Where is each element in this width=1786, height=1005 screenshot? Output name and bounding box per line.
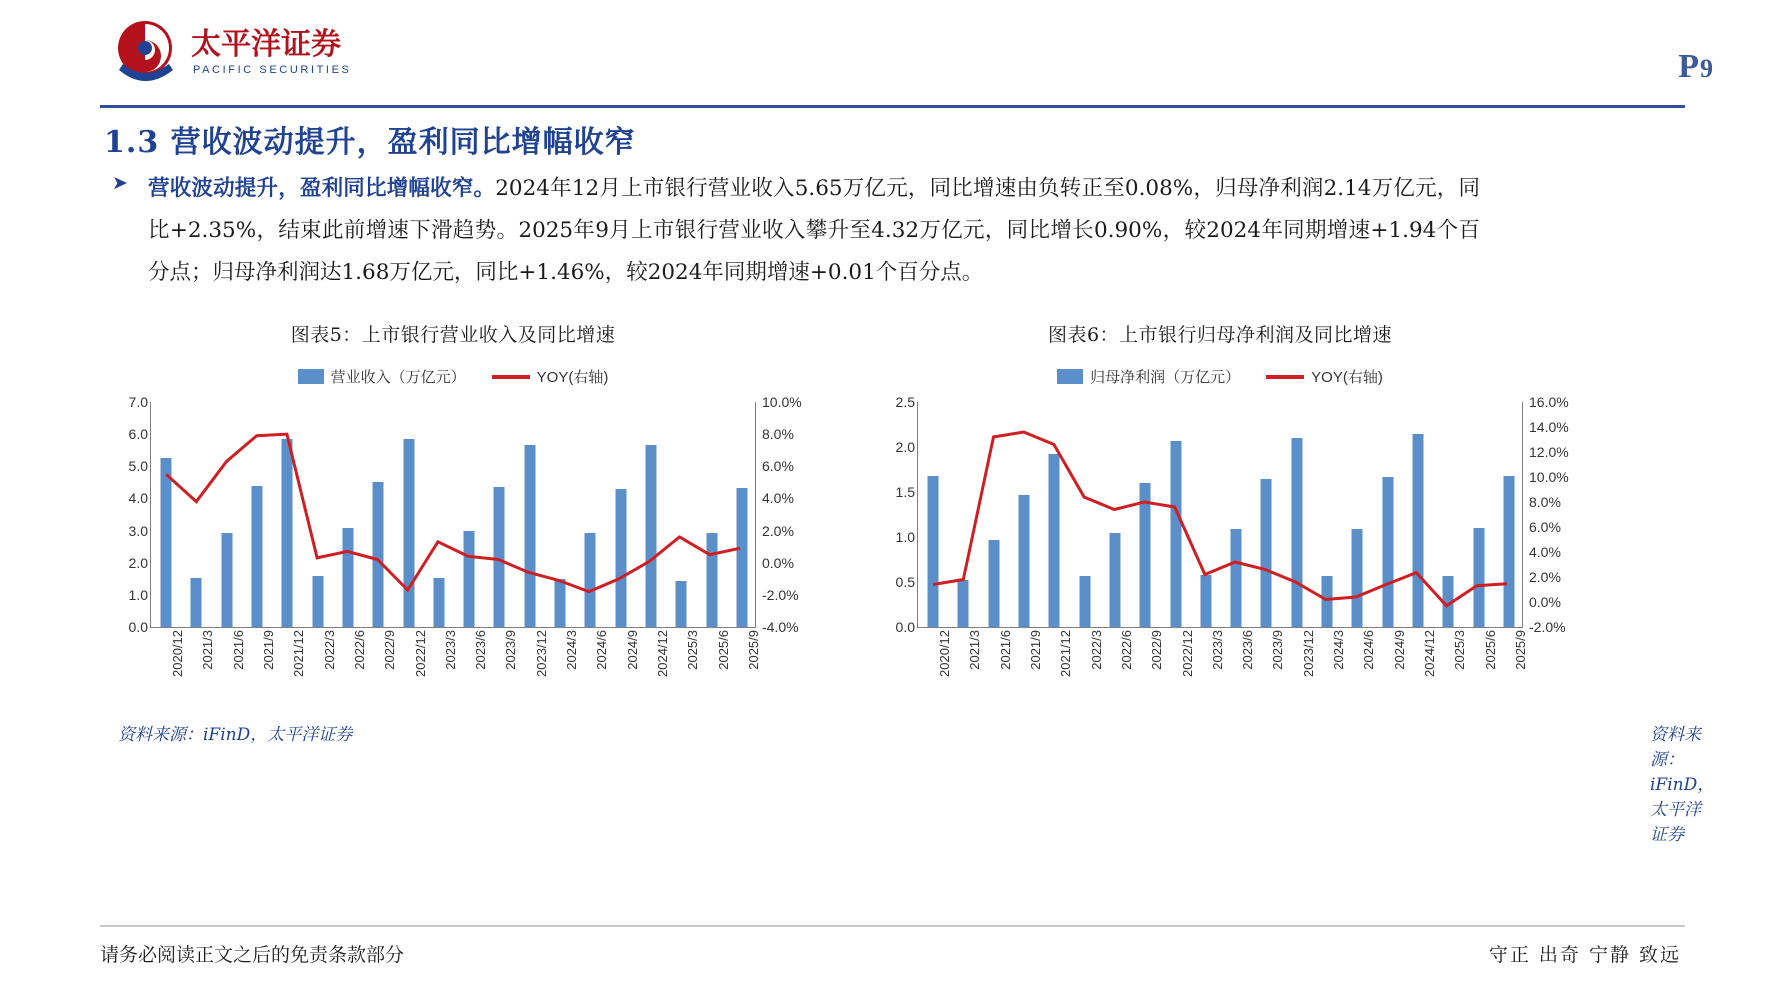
axis-tick-left: 0.5 xyxy=(895,574,915,590)
x-axis-label: 2022/6 xyxy=(351,630,367,670)
legend-bar-label: 营业收入（万亿元） xyxy=(330,369,466,386)
paragraph-highlight: 营收波动提升，盈利同比增幅收窄。 xyxy=(148,176,496,201)
axis-tick-right: 8.0% xyxy=(762,426,794,443)
x-axis-label: 2023/9 xyxy=(503,630,519,670)
footer-disclaimer: 请务必阅读正文之后的免责条款部分 xyxy=(100,944,405,966)
x-axis-label: 2022/12 xyxy=(412,630,428,677)
x-axis-label: 2023/9 xyxy=(1270,630,1286,670)
axis-tick-left: 7.0 xyxy=(128,394,148,410)
footer-slogan: 守正 出奇 宁静 致远 xyxy=(1488,944,1681,966)
x-axis-label: 2025/9 xyxy=(1512,630,1528,670)
pacific-securities-logo xyxy=(105,18,365,88)
x-axis-label: 2024/6 xyxy=(1361,630,1377,670)
axis-tick-left: 4.0 xyxy=(128,490,148,507)
chart-revenue-source: 资料来源：iFinD，太平洋证券 xyxy=(118,725,353,745)
chart-netprofit-source: 资料来源：iFinD，太平洋证券 xyxy=(1650,725,1715,845)
x-axis-label: 2025/9 xyxy=(745,630,761,670)
x-axis-label: 2025/6 xyxy=(1482,630,1498,670)
legend-bar-swatch xyxy=(298,369,324,384)
chart-revenue xyxy=(88,320,818,790)
axis-tick-right: 14.0% xyxy=(1529,419,1569,435)
axis-tick-right: 0.0% xyxy=(762,554,794,571)
chart-netprofit xyxy=(855,320,1715,845)
chevron-right-icon: ➤ xyxy=(112,173,128,194)
axis-tick-left: 2.5 xyxy=(895,394,915,410)
x-axis-label: 2023/6 xyxy=(473,630,489,670)
axis-tick-right: 4.0% xyxy=(762,490,794,507)
axis-tick-right: 12.0% xyxy=(1529,444,1569,460)
legend-line-label: YOY(右轴) xyxy=(536,369,609,386)
x-axis-label: 2021/3 xyxy=(967,630,983,670)
right-axis-ticks xyxy=(758,394,818,635)
left-axis-ticks xyxy=(88,394,148,635)
x-axis-labels xyxy=(150,630,761,730)
x-axis-label: 2023/12 xyxy=(1300,630,1316,677)
axis-tick-right: 10.0% xyxy=(762,394,802,410)
legend-item-bar xyxy=(298,366,466,387)
body-paragraph xyxy=(148,168,1480,294)
axis-tick-left: 1.5 xyxy=(895,484,915,500)
page-title: 1.3 营收波动提升，盈利同比增幅收窄 xyxy=(104,125,636,160)
x-axis-label: 2025/6 xyxy=(715,630,731,670)
axis-tick-left: 2.0 xyxy=(128,554,148,571)
x-axis-label: 2021/12 xyxy=(291,630,307,677)
x-axis-label: 2025/3 xyxy=(685,630,701,670)
chart-netprofit-plot xyxy=(855,394,1585,677)
axis-tick-left: 3.0 xyxy=(128,522,148,539)
legend-item-line xyxy=(492,366,609,387)
axis-tick-left: 6.0 xyxy=(128,426,148,443)
axis-tick-right: 6.0% xyxy=(1529,519,1561,535)
chart-netprofit-title: 图表6：上市银行归母净利润及同比增速 xyxy=(1047,324,1393,346)
x-axis-label: 2022/3 xyxy=(1088,630,1104,670)
axis-tick-left: 1.0 xyxy=(128,586,148,603)
footer-divider xyxy=(100,925,1685,927)
axis-tick-left: 5.0 xyxy=(128,458,148,475)
legend-bar-label: 归母净利润（万亿元） xyxy=(1090,369,1241,386)
axis-tick-right: 8.0% xyxy=(1529,494,1561,510)
axis-tick-right: -2.0% xyxy=(762,586,799,603)
axis-tick-right: 4.0% xyxy=(1529,544,1561,560)
x-axis-label: 2024/12 xyxy=(1421,630,1437,677)
x-axis-label: 2021/3 xyxy=(200,630,216,670)
axis-tick-right: 2.0% xyxy=(1529,569,1561,585)
axis-tick-right: 0.0% xyxy=(1529,594,1561,610)
x-axis-label: 2023/3 xyxy=(442,630,458,670)
x-axis-label: 2025/3 xyxy=(1452,630,1468,670)
paragraph-text: 2024年12月上市银行营业收入5.65万亿元，同比增速由负转正至0.08%，归母净利润2.14万亿元，同比+2.35%，结束此前增速下滑趋势。2025年9月上市银行营业收入攀升至4.32万亿元，同比增长0.90%，较2024年同期增速+1.94个百分点；归母净利润达1.68万亿元，同比+1.46%，较2024年同期增速+0.01个百分点。 xyxy=(148,176,1480,285)
header-divider xyxy=(100,105,1685,108)
svg-text:PACIFIC SECURITIES: PACIFIC SECURITIES xyxy=(193,64,352,76)
axis-tick-left: 0.0 xyxy=(895,619,915,635)
x-axis-label: 2022/12 xyxy=(1179,630,1195,677)
legend-bar-swatch xyxy=(1057,369,1083,384)
x-axis-label: 2022/6 xyxy=(1118,630,1134,670)
x-axis-label: 2024/3 xyxy=(1331,630,1347,670)
x-axis-label: 2020/12 xyxy=(937,630,953,677)
legend-line-label: YOY(右轴) xyxy=(1311,369,1383,386)
x-axis-labels xyxy=(917,630,1528,730)
right-axis-ticks xyxy=(1525,394,1585,635)
plot-frame xyxy=(150,402,756,628)
legend-line-swatch xyxy=(1266,375,1304,379)
x-axis-label: 2022/3 xyxy=(321,630,337,670)
axis-tick-left: 1.0 xyxy=(895,529,915,545)
x-axis-label: 2021/12 xyxy=(1058,630,1074,677)
x-axis-label: 2021/9 xyxy=(1028,630,1044,670)
x-axis-label: 2023/3 xyxy=(1209,630,1225,670)
line-series xyxy=(151,402,755,627)
x-axis-label: 2022/9 xyxy=(382,630,398,670)
page-number-value: 9 xyxy=(1700,54,1714,83)
x-axis-label: 2023/12 xyxy=(533,630,549,677)
x-axis-label: 2024/12 xyxy=(654,630,670,677)
x-axis-label: 2021/6 xyxy=(997,630,1013,670)
x-axis-label: 2021/6 xyxy=(230,630,246,670)
x-axis-label: 2021/9 xyxy=(261,630,277,670)
chart-netprofit-legend xyxy=(855,366,1585,387)
svg-text:太平洋证券: 太平洋证券 xyxy=(191,27,341,62)
chart-revenue-legend xyxy=(88,366,818,387)
axis-tick-left: 0.0 xyxy=(128,619,148,635)
x-axis-label: 2022/9 xyxy=(1149,630,1165,670)
x-axis-label: 2024/6 xyxy=(594,630,610,670)
chart-revenue-plot xyxy=(88,394,818,677)
axis-tick-right: -2.0% xyxy=(1529,619,1566,635)
legend-line-swatch xyxy=(492,375,530,379)
axis-tick-right: 10.0% xyxy=(1529,469,1569,485)
x-axis-label: 2024/9 xyxy=(624,630,640,670)
axis-tick-right: 6.0% xyxy=(762,458,794,475)
x-axis-label: 2024/9 xyxy=(1391,630,1407,670)
left-axis-ticks xyxy=(855,394,915,635)
legend-item-bar xyxy=(1057,366,1240,387)
line-series xyxy=(918,402,1522,627)
x-axis-label: 2024/3 xyxy=(564,630,580,670)
axis-tick-right: 2.0% xyxy=(762,522,794,539)
plot-frame xyxy=(917,402,1523,628)
chart-revenue-title: 图表5：上市银行营业收入及同比增速 xyxy=(290,324,616,346)
x-axis-label: 2020/12 xyxy=(170,630,186,677)
axis-tick-left: 2.0 xyxy=(895,439,915,455)
page-label: P xyxy=(1678,48,1700,85)
axis-tick-right: -4.0% xyxy=(762,619,799,635)
legend-item-line xyxy=(1266,366,1383,387)
axis-tick-right: 16.0% xyxy=(1529,394,1569,410)
x-axis-label: 2023/6 xyxy=(1240,630,1256,670)
page-number xyxy=(1678,48,1714,86)
